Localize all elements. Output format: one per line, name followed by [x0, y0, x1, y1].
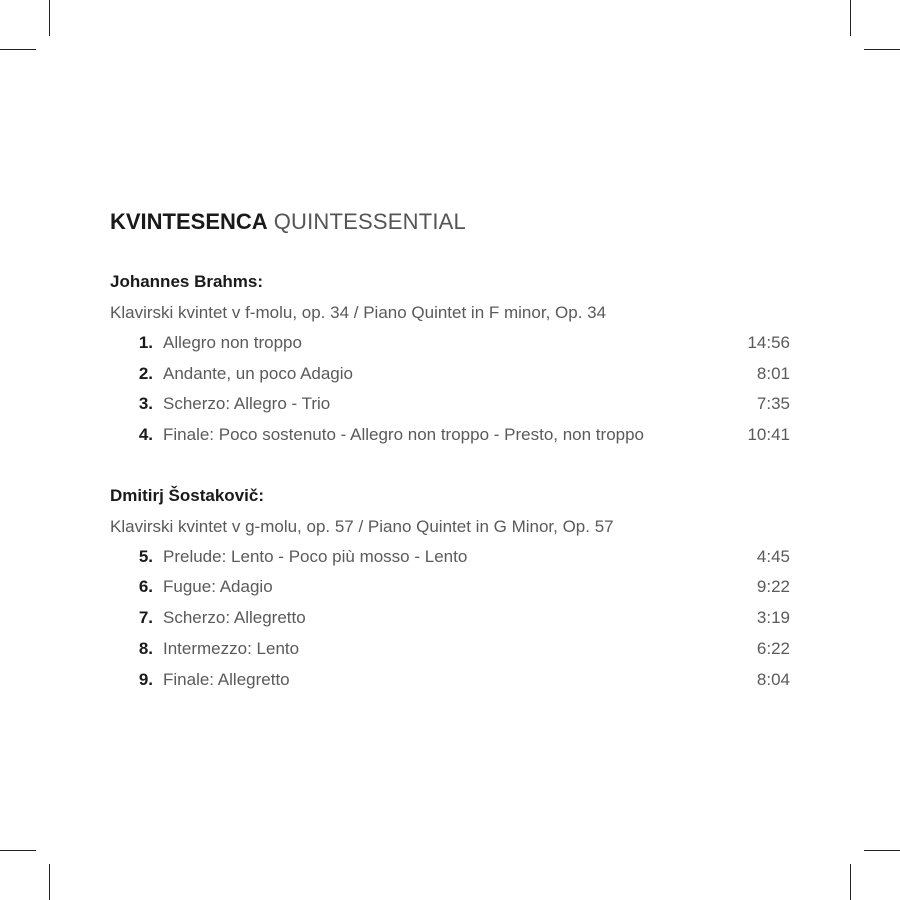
crop-mark-bottom-right-vertical [850, 864, 851, 900]
track-row [110, 572, 790, 603]
track-title: Andante, un poco Adagio [163, 363, 353, 383]
track-duration: 14:56 [747, 333, 790, 352]
track-number: 3. [138, 394, 153, 414]
crop-mark-bottom-right-horizontal [864, 850, 900, 851]
album-title-main: KVINTESENCA [110, 209, 268, 234]
track-number: 6. [138, 577, 153, 597]
track-row [110, 634, 790, 665]
track-list [110, 542, 790, 695]
track-number: 5. [138, 546, 153, 566]
track-duration: 7:35 [756, 394, 790, 414]
track-duration: 4:45 [756, 546, 790, 566]
track-title: Scherzo: Allegretto [163, 608, 306, 628]
crop-mark-bottom-left-horizontal [0, 850, 36, 851]
tracklist [110, 205, 790, 695]
track-number: 4. [138, 425, 153, 445]
track-number: 7. [138, 608, 153, 628]
track-title: Allegro non troppo [163, 333, 302, 352]
track-row [110, 665, 790, 696]
crop-mark-bottom-left-vertical [49, 864, 50, 900]
composer-name: Dmitirj Šostakovič: [110, 485, 264, 505]
track-duration: 6:22 [756, 638, 790, 658]
crop-mark-top-right-horizontal [864, 49, 900, 50]
track-number: 8. [138, 638, 153, 658]
track-number: 9. [138, 669, 153, 689]
crop-mark-top-right-vertical [850, 0, 851, 36]
crop-mark-top-left-vertical [49, 0, 50, 36]
section-shostakovich [110, 481, 790, 695]
work-title: Klavirski kvintet v g-molu, op. 57 / Piano Quintet in G Minor, Op. 57 [110, 516, 614, 536]
track-duration: 9:22 [756, 577, 790, 597]
track-title: Scherzo: Allegro - Trio [163, 394, 331, 414]
track-duration: 8:01 [756, 363, 790, 383]
track-title: Finale: Poco sostenuto - Allegro non troppo - Presto, non troppo [163, 425, 645, 445]
track-title: Fugue: Adagio [163, 577, 273, 597]
track-row [110, 603, 790, 634]
work-title: Klavirski kvintet v f-molu, op. 34 / Piano Quintet in F minor, Op. 34 [110, 303, 607, 322]
track-number: 1. [138, 333, 153, 352]
album-title [110, 205, 790, 239]
track-duration: 8:04 [756, 669, 790, 689]
track-row [110, 359, 790, 390]
track-title: Finale: Allegretto [163, 669, 290, 689]
track-title: Intermezzo: Lento [163, 638, 300, 658]
track-list [110, 328, 790, 451]
section-brahms [110, 267, 790, 451]
track-title: Prelude: Lento - Poco più mosso - Lento [163, 546, 468, 566]
track-number: 2. [138, 363, 153, 383]
track-row [110, 542, 790, 573]
crop-mark-top-left-horizontal [0, 49, 36, 50]
track-row [110, 328, 790, 359]
track-duration: 10:41 [747, 425, 790, 445]
track-row [110, 420, 790, 451]
album-title-sub: QUINTESSENTIAL [273, 209, 466, 234]
composer-name: Johannes Brahms: [110, 272, 264, 291]
track-duration: 3:19 [756, 608, 790, 628]
track-row [110, 389, 790, 420]
